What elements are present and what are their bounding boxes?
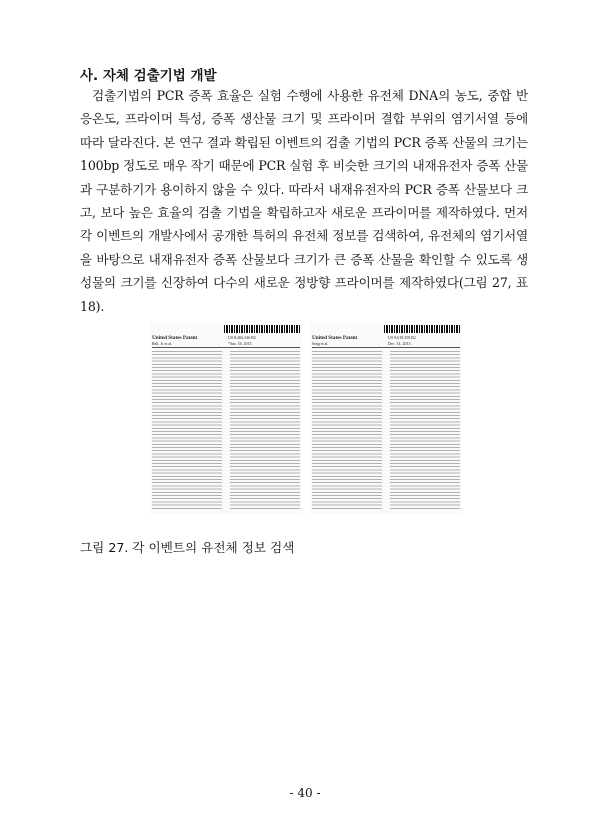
- patent-header: United States Patent: [152, 335, 198, 341]
- patent-figure: [150, 323, 462, 514]
- barcode-image: [384, 325, 460, 333]
- patent-text-column: [390, 351, 460, 509]
- section-heading: 사. 자체 검출기법 개발: [80, 68, 217, 84]
- patent-document-2: [310, 323, 462, 514]
- patent-inventor: Song et al.: [312, 342, 329, 346]
- patent-text-column: [230, 351, 300, 509]
- patent-date: *Jun. 18, 2013: [228, 341, 252, 346]
- patent-number: US 8,618,358 B2: [388, 335, 416, 340]
- patent-divider: [312, 347, 460, 348]
- patent-text-column: [152, 351, 222, 509]
- patent-inventor: Bell, Jr. et al.: [152, 342, 173, 346]
- patent-text-column: [312, 351, 382, 509]
- patent-divider: [152, 347, 300, 348]
- patent-number: US 8,466,346 B2: [228, 335, 256, 340]
- figure-caption: 그림 27. 각 이벤트의 유전체 정보 검색: [80, 540, 295, 555]
- page-number: - 40 -: [289, 786, 321, 800]
- patent-document-1: [150, 323, 302, 514]
- barcode-image: [224, 325, 300, 333]
- body-paragraph: 검출기법의 PCR 증폭 효율은 실험 수행에 사용한 유전체 DNA의 농도, 중합 반응온도, 프라이머 특성, 증폭 생산물 크기 및 프라이머 결합 부위의 염기서열 등에 따라 달라진다. 본 연구 결과 확립된 이벤트의 검출 기법의 PCR 증폭 산물의 크기는 100bp 정도로 매우 작기 때문에 PCR 실험 후 비슷한 크기의 내재유전자 증폭 산물과 구분하기가 용이하지 않을 수 있다. 따라서 내재유전자의 PCR 증폭 산물보다 크고, 보다 높은 효율의 검출 기법을 확립하고자 새로운 프라이머를 제작하였다. 먼저 각 이벤트의 개발사에서 공개한 특허의 유전체 정보를 검색하여, 유전체의 염기서열을 바탕으로 내재유전자 증폭 산물보다 크기가 큰 증폭 산물을 확인할 수 있도록 생성물의 크기를 신장하여 다수의 새로운 정방향 프라이머를 제작하였다(그림 27, 표 18).: [80, 88, 528, 314]
- patent-date: Dec. 31, 2013: [388, 341, 411, 346]
- patent-header: United States Patent: [312, 335, 358, 341]
